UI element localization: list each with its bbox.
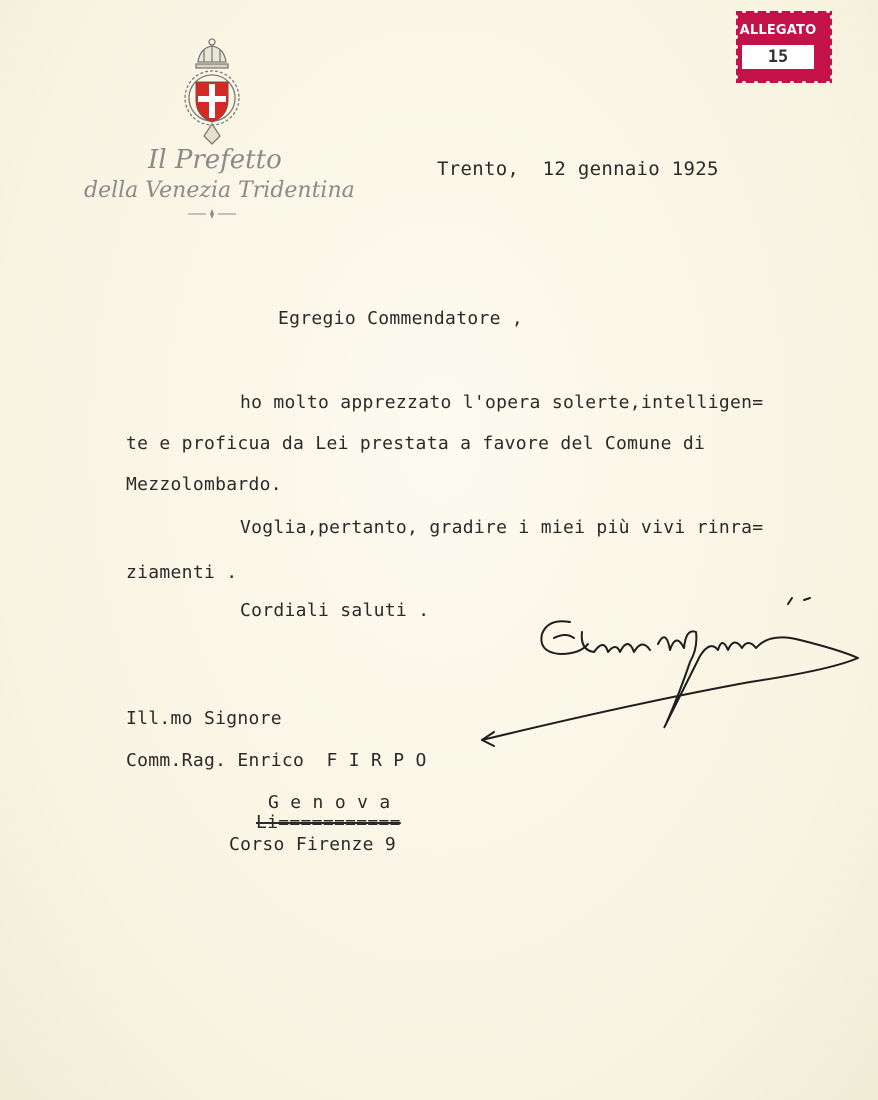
stamp-number: 15 bbox=[767, 47, 789, 67]
stamp-label: ALLEGATO bbox=[739, 23, 817, 38]
letterhead-title: Il Prefetto bbox=[148, 145, 282, 175]
closing: Cordiali saluti . bbox=[240, 600, 430, 621]
recipient-name: Comm.Rag. Enrico F I R P O bbox=[126, 750, 427, 771]
salutation: Egregio Commendatore , bbox=[278, 308, 524, 329]
body-line-3: Mezzolombardo. bbox=[126, 474, 282, 495]
recipient-city: G e n o v a bbox=[268, 792, 391, 813]
body-line-2: te e proficua da Lei prestata a favore del Comune di bbox=[126, 433, 706, 454]
recipient-street: Corso Firenze 9 bbox=[229, 834, 397, 855]
recipient-title: Ill.mo Signore bbox=[126, 708, 282, 729]
savoy-crown-crest-icon bbox=[180, 36, 244, 148]
body-line-1: ho molto apprezzato l'opera solerte,intelligen= bbox=[240, 392, 764, 413]
handwritten-signature-icon bbox=[470, 592, 870, 752]
letterhead-ornament bbox=[188, 208, 236, 220]
body-line-4: Voglia,pertanto, gradire i miei più vivi rinra= bbox=[240, 517, 764, 538]
letterhead-subtitle: della Venezia Tridentina bbox=[84, 178, 355, 203]
struck-through-line: Li=========== bbox=[256, 812, 401, 833]
body-line-5: ziamenti . bbox=[126, 562, 238, 583]
date-line: Trento, 12 gennaio 1925 bbox=[437, 158, 719, 180]
allegato-stamp bbox=[734, 9, 834, 85]
